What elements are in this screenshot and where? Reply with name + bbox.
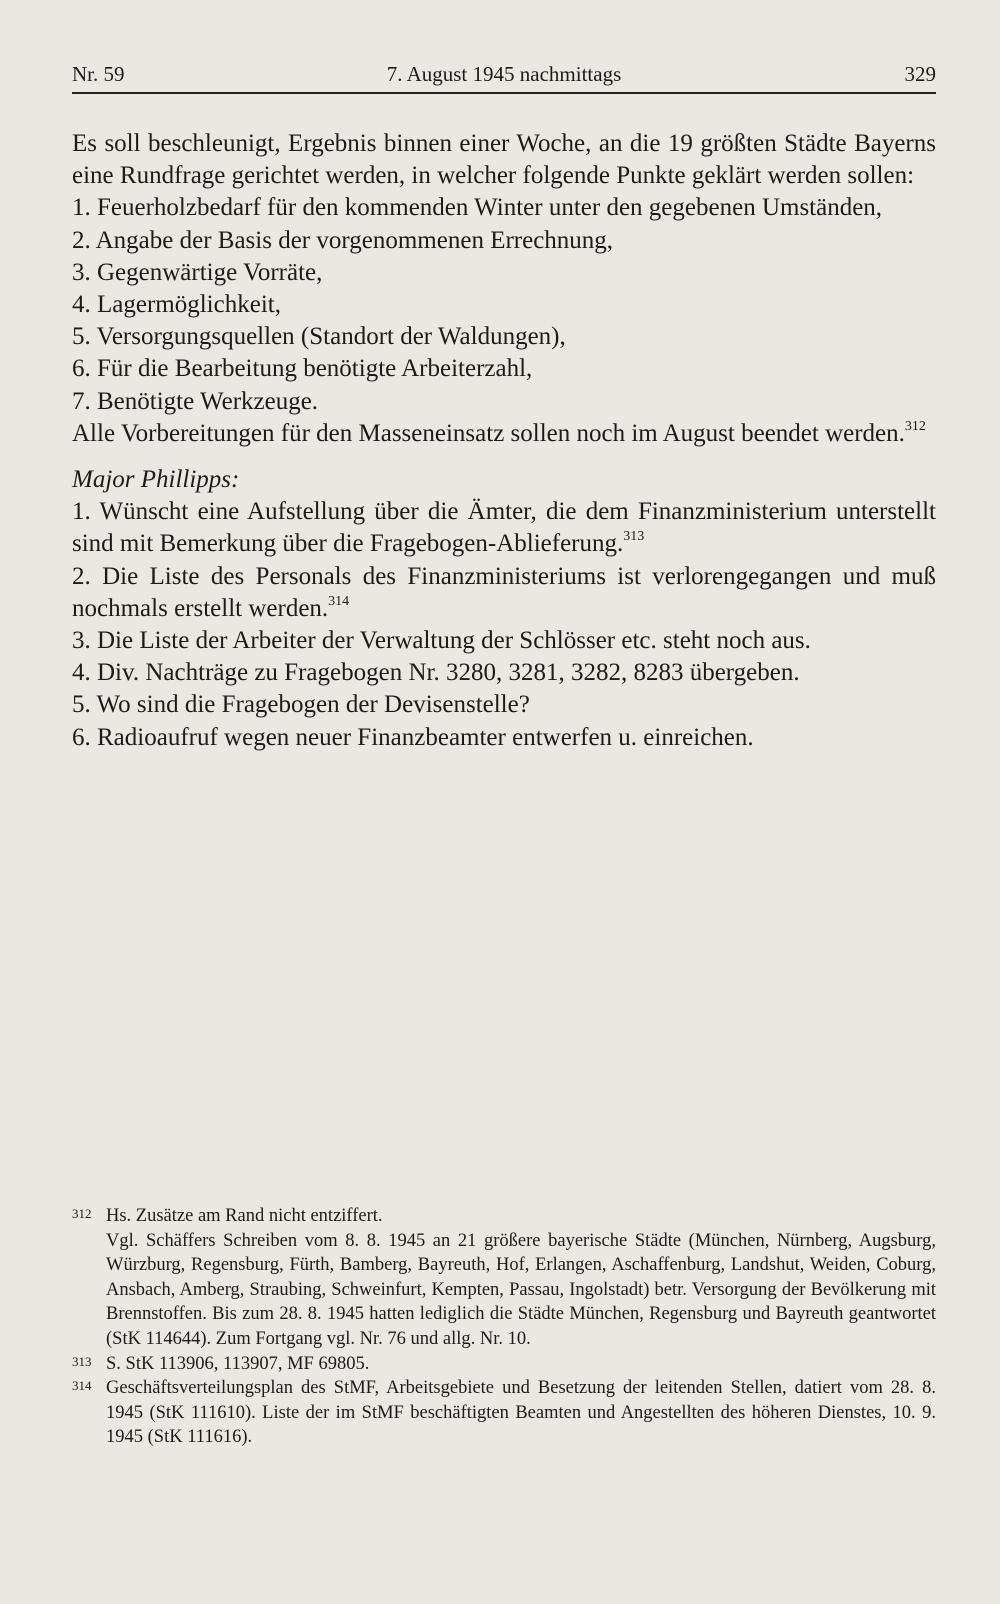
phillipps-item-2	[72, 561, 936, 625]
footnote-mark: 312	[72, 1206, 92, 1221]
document-number: Nr. 59	[72, 62, 125, 86]
footnote-ref-314: 314	[328, 593, 350, 609]
intro-item-2: 2. Angabe der Basis der vorgenommenen Errechnung,	[72, 226, 614, 254]
footnote-312	[72, 1204, 936, 1229]
footnote-312-continued: Vgl. Schäffers Schreiben vom 8. 8. 1945 an 21 größere bayerische Städte (München, Nürnberg, Augsburg, Würzburg, Regensburg, Fürth, Bamberg, Bayreuth, Hof, Erlangen, Aschaffenburg, Landshut, Weiden, Coburg, Ansbach, Amberg, Straubing, Schweinfurt, Kempten, Passau, Ingolstadt) betr. Versorgung der Bevölkerung mit Brennstoffen. Bis zum 28. 8. 1945 hatten lediglich die Städte München, Regensburg und Bayreuth geantwortet (StK 114644). Zum Fortgang vgl. Nr. 76 und allg. Nr. 10.	[106, 1230, 936, 1349]
phillipps-item-6: 6. Radioaufruf wegen neuer Finanzbeamter entwerfen u. einreichen.	[72, 723, 754, 751]
footnote-mark: 313	[72, 1353, 92, 1369]
footnote-314	[72, 1376, 936, 1450]
closing-text: Alle Vorbereitungen für den Masseneinsatz sollen noch im August beendet werden.	[72, 419, 905, 447]
footnote-ref-313: 313	[623, 529, 645, 545]
phillipps-item-1	[72, 496, 936, 560]
intro-item-4: 4. Lagermöglichkeit,	[72, 291, 281, 319]
footnote-313	[72, 1352, 936, 1377]
main-text	[72, 128, 936, 754]
footnotes	[72, 1204, 936, 1450]
phillipps-item-3: 3. Die Liste der Arbeiter der Verwaltung der Schlösser etc. steht noch aus.	[72, 627, 811, 655]
item-text: 1. Wünscht eine Aufstellung über die Ämter, die dem Finanzministerium unterstellt sind mit Bemerkung über die Fragebogen-Ablieferung.	[72, 498, 936, 558]
closing-paragraph	[72, 418, 936, 450]
footnote-text: Hs. Zusätze am Rand nicht entziffert.	[106, 1206, 383, 1226]
intro-item-7: 7. Benötigte Werkzeuge.	[72, 387, 319, 415]
footnote-ref-312: 312	[904, 418, 926, 434]
footnote-text: S. StK 113906, 113907, MF 69805.	[106, 1353, 370, 1374]
phillipps-item-5: 5. Wo sind die Fragebogen der Devisenstelle?	[72, 691, 530, 719]
footnote-text: Geschäftsverteilungsplan des StMF, Arbeitsgebiete und Besetzung der leitenden Stellen, datiert vom 28. 8. 1945 (StK 111610). Liste der im StMF beschäftigten Beamten und Angestellten des höheren Dienstes, 10. 9. 1945 (StK 111616).	[106, 1378, 936, 1448]
footnote-mark: 314	[72, 1378, 92, 1394]
item-text: 2. Die Liste des Personals des Finanzministeriums ist verlorengegangen und muß nochmals erstellt werden.	[72, 562, 936, 622]
header-date: 7. August 1945 nachmittags	[386, 62, 622, 86]
intro-item-6: 6. Für die Bearbeitung benötigte Arbeiterzahl,	[72, 355, 533, 383]
speaker-label: Major Phillipps:	[72, 466, 240, 494]
page-number: 329	[904, 62, 936, 86]
phillipps-item-4: 4. Div. Nachträge zu Fragebogen Nr. 3280, 3281, 3282, 8283 übergeben.	[72, 659, 800, 687]
intro-item-5: 5. Versorgungsquellen (Standort der Waldungen),	[72, 323, 566, 351]
intro-item-3: 3. Gegenwärtige Vorräte,	[72, 258, 323, 286]
running-header	[72, 58, 936, 94]
intro-item-1: 1. Feuerholzbedarf für den kommenden Winter unter den gegebenen Umständen,	[72, 194, 883, 222]
intro-paragraph: Es soll beschleunigt, Ergebnis binnen einer Woche, an die 19 größten Städte Bayerns eine Rundfrage gerichtet werden, in welcher folgende Punkte geklärt werden sollen:	[72, 130, 936, 190]
